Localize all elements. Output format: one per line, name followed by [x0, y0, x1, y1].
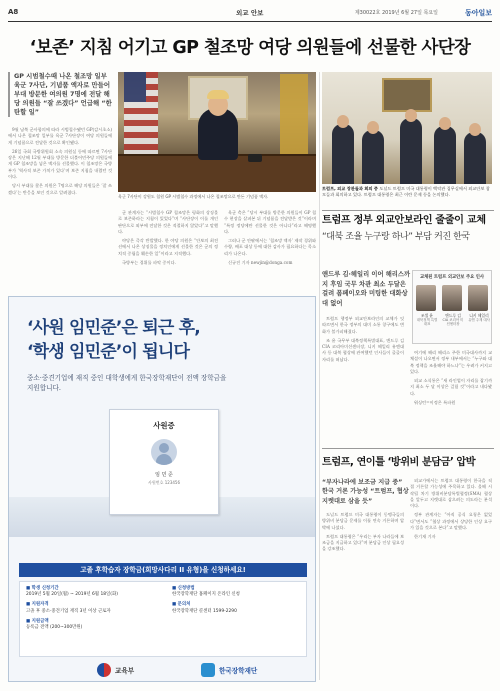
paragraph: 조 윤 국무부 대북정책특별대표, 앤드루 김 CIA 코리아미션센터장, 니키 헤일리 유엔대사 등 대북 협상에 관여했던 인사들이 줄줄이 자리를 떠났다.: [322, 337, 404, 362]
page-header: [8, 6, 492, 20]
info-label: ■ 신청방법: [172, 586, 195, 591]
story3-headline: 트럼프, 연이틀 ‘방위비 분담금’ 압박: [322, 457, 476, 468]
caption-text: 도널드 트럼프 미국 대통령이 백악관 집무실에서 외교안보 참모들과 회의하고 있다. 트럼프 대통령은 최근 이란 문제 등을 논의했다.: [322, 186, 490, 197]
newspaper-name: 동아일보: [464, 9, 492, 17]
scholarship-advert: [8, 296, 316, 682]
column-divider: [319, 72, 320, 680]
candidate: [442, 285, 464, 327]
paragraph: 외교 소식통은 “새 라인업이 자리를 잡기까지 최소 두 달 이상은 걸릴 것”이라고 내다봤다.: [410, 378, 492, 396]
ministry-name: 교육부: [115, 667, 135, 675]
story2-subheadline: “대북 조율 누구랑 하나” 부담 커진 한국: [322, 232, 470, 242]
advert-footer: [19, 661, 307, 679]
photo-caption: 육군 7사단이 강원도 철원 GP 시범철수 과정에서 나온 철조망으로 만든 기념품 액자.: [118, 194, 269, 199]
paragraph: 트럼프 행정부 외교안보라인의 교체가 잇따르면서 한국 정부의 대미 소통 창구에도 변화가 불가피해졌다.: [322, 316, 404, 334]
employee-id-card: [109, 409, 219, 515]
advert-slogan-line2: ‘학생 임민준’이 됩니다: [27, 342, 190, 362]
paragraph: 도널드 트럼프 미국 대통령이 동맹국들의 방위비 분담금 문제를 이틀 연속 거론하며 압박에 나섰다.: [322, 512, 404, 530]
avatar-icon: [151, 439, 177, 465]
candidate-name: 조셉 윤: [420, 313, 434, 318]
main-story-lead: GP 시범철수때 나온 철조망 일부 육군 7사단, 기념품 액자로 만들어 부대 방문한 여의원 7명에 전달 해당 의원들 “잘 쓰겠다” 언급해 “한탄할 일”: [8, 72, 112, 117]
scholarship-banner: 고졸 후학습자 장학금(희망사다리 II 유형)을 신청하세요!: [19, 563, 307, 577]
advert-slogan-line1: ‘사원 임민준’은 퇴근 후,: [27, 318, 200, 338]
story2-headline: 트럼프 정부 외교안보라인 줄줄이 교체: [322, 215, 486, 226]
caption-title: 트럼프, 외교 장관들과 회의 중: [322, 186, 378, 191]
white-house-photo: [322, 72, 492, 184]
candidate: [468, 285, 490, 322]
paragraph: 외교가에서는 트럼프 대통령이 한국을 직접 거론할 가능성에 주목하고 있다. 올해 시작될 차기 방위비분담특별협정(SMA) 협상을 앞두고 지렛대로 삼으려는 의도라는 분석이다.: [410, 478, 492, 509]
byline: 신규진 기자 newjin@donga.com: [228, 260, 293, 266]
candidate-role: 유엔 주재 대사: [468, 318, 490, 322]
info-label: ■ 문의처: [172, 602, 191, 608]
section-rule: [322, 210, 494, 211]
advert-tagline: 중소·중견기업에 재직 중인 대학생에게 한국장학재단이 전액 장학금을 지원합니다.: [27, 374, 227, 392]
gp-frame-photo: [118, 72, 316, 192]
candidates-graphic: [412, 270, 492, 344]
main-story-col1: [8, 72, 112, 199]
candidate-name: 니키 헤일리: [469, 313, 489, 318]
story2-headline-block: [322, 214, 494, 244]
info-value: 고졸 후 중소·중견기업 재직 3년 이상 근로자: [26, 608, 111, 614]
taegeuk-logo-icon: [97, 663, 111, 677]
story2-deck: 앤드루 김·헤일리 이어 해리스까지 후임 국무 차관 최소 두달은 걸려 폼페이오와 미팅한 대화상대 없어: [322, 271, 411, 307]
id-card-name: 임 민 준: [155, 472, 173, 478]
byline: 한기재 기자: [414, 534, 436, 540]
info-value: 2019년 5월 20일(월) ~ 2019년 6월 18일(화): [26, 592, 118, 598]
candidate-role: CIA 코리아 미션센터장: [442, 318, 464, 327]
paragraph: 26일 국회 국방위원회 소속 의원실 등에 따르면 7사단장은 지난해 12월 부대를 방문한 더불어민주당 의원들에게 GP 철조망을 넣은 액자를 선물했다. 이 철조망은 국방부가 ‘역사적 보존 가치가 있다’며 보존 지침을 내렸던 것이다.: [8, 148, 112, 180]
candidate-role: 대북정책 특별대표: [416, 318, 438, 327]
section-rule: [322, 448, 494, 449]
main-story-body-col1: [8, 127, 112, 196]
byline: 워싱턴=이정은 특파원: [414, 400, 456, 406]
paragraph: 군 관계자는 “시범철수 GP 철조망은 평화의 상징물로 보존하라는 지침이 있었다”며 “사단장이 이를 개인 판단으로 외부에 전달한 것은 적절하지 않았다”고 말했다.: [118, 210, 218, 234]
story2-body-col2: [410, 350, 492, 409]
paragraph: 육군 측은 “당시 부대를 방문한 의원들이 GP 철수 현장을 살펴본 뒤 기념품을 전달받은 것”이라며 “특정 정당에만 선물한 것은 아니다”라고 해명했다.: [224, 210, 316, 234]
main-headline: ‘보존’ 지침 어기고 GP 철조망 여당 의원들에 선물한 사단장: [29, 38, 471, 58]
story3-headline-block: [322, 456, 494, 470]
info-column-left: [26, 586, 166, 631]
candidate-photo: [416, 285, 436, 311]
main-story-body-col2: [118, 210, 218, 269]
paragraph: 당시 부대를 찾은 의원은 7명으로 해당 의원들은 ‘잘 쓰겠다’는 반응을 보인 것으로 알려졌다.: [8, 183, 112, 195]
header-rule: [8, 21, 492, 22]
info-value: 한국장학재단 콜센터 1599-2290: [172, 608, 237, 614]
story3-deck: “부자나라에 보조금 지급 중” 한국 거론 가능성 “트럼프, 협상 지렛대로 삼을 듯”: [322, 479, 409, 505]
info-column-right: [172, 586, 302, 615]
id-card-number: 사원번호 123456: [148, 480, 180, 485]
paragraph: 정부 관계자는 “아직 공식 요청은 없었다”면서도 “협상 과정에서 상당한 인상 요구가 있을 것으로 본다”고 말했다.: [410, 512, 492, 531]
foundation-name: 한국장학재단: [219, 667, 258, 675]
candidate-name: 앤드루 김: [445, 313, 461, 318]
candidate-photo: [468, 285, 488, 311]
section-title: 외교 안보: [236, 9, 264, 17]
issue-meta: 제30022호 2019년 6월 27일 목요일: [354, 10, 438, 16]
main-story-body-col3: [224, 210, 316, 269]
paragraph: 야당은 즉각 반발했다. 한 야당 의원은 “안보의 최전선에서 나온 상징물을 정치인에게 선물한 것은 군의 정치적 중립을 훼손한 일”이라고 지적했다.: [118, 238, 218, 256]
white-house-photo-caption: [322, 186, 492, 198]
page-number: A8: [8, 8, 19, 16]
info-value: 등록금 전액 (200~300만원): [26, 625, 83, 631]
info-label: ■ 학생 신청기간: [26, 586, 59, 591]
id-card-title: 사원증: [153, 421, 175, 430]
info-label: ■ 지원자격: [26, 602, 49, 608]
story3-body-col1: [322, 512, 404, 556]
info-label: ■ 지원금액: [26, 618, 49, 624]
paragraph: 국방부는 경위를 파악 중이다.: [122, 260, 176, 266]
scholarship-info: [19, 581, 307, 657]
paragraph: 그러나 군 안팎에서는 ‘철조망 액자’ 제작 경위와 수량, 배포 대상 등에 대한 감사가 필요하다는 목소리가 나온다.: [224, 238, 316, 256]
paragraph: 여기에 해리 해리스 주한 미국대사까지 교체설이 나오면서 정부 내부에서는 “누구와 대북 정책을 조율해야 하느냐”는 우려가 커지고 있다.: [410, 350, 492, 374]
paragraph: 9월 남북 군사합의에 따라 시범철수됐던 GP(감시초소)에서 나온 철조망 일부를 육군 7사단장이 여당 의원들에게 기념품으로 전달한 것으로 확인됐다.: [8, 127, 112, 145]
info-value: 한국장학재단 홈페이지 온라인 신청: [172, 592, 240, 598]
paragraph: 트럼프 대통령은 “우리는 부자 나라들에 보조금을 지급하고 있다”며 분담금 인상 필요성을 강조했다.: [322, 533, 404, 552]
candidates-title: 교체된 트럼프 외교안보 주요 인사: [419, 275, 485, 280]
story3-body-col2: [410, 478, 492, 544]
candidate: [416, 285, 438, 327]
story2-body-col1: [322, 316, 404, 366]
kosaf-logo-icon: [201, 663, 215, 677]
candidate-photo: [442, 285, 462, 311]
